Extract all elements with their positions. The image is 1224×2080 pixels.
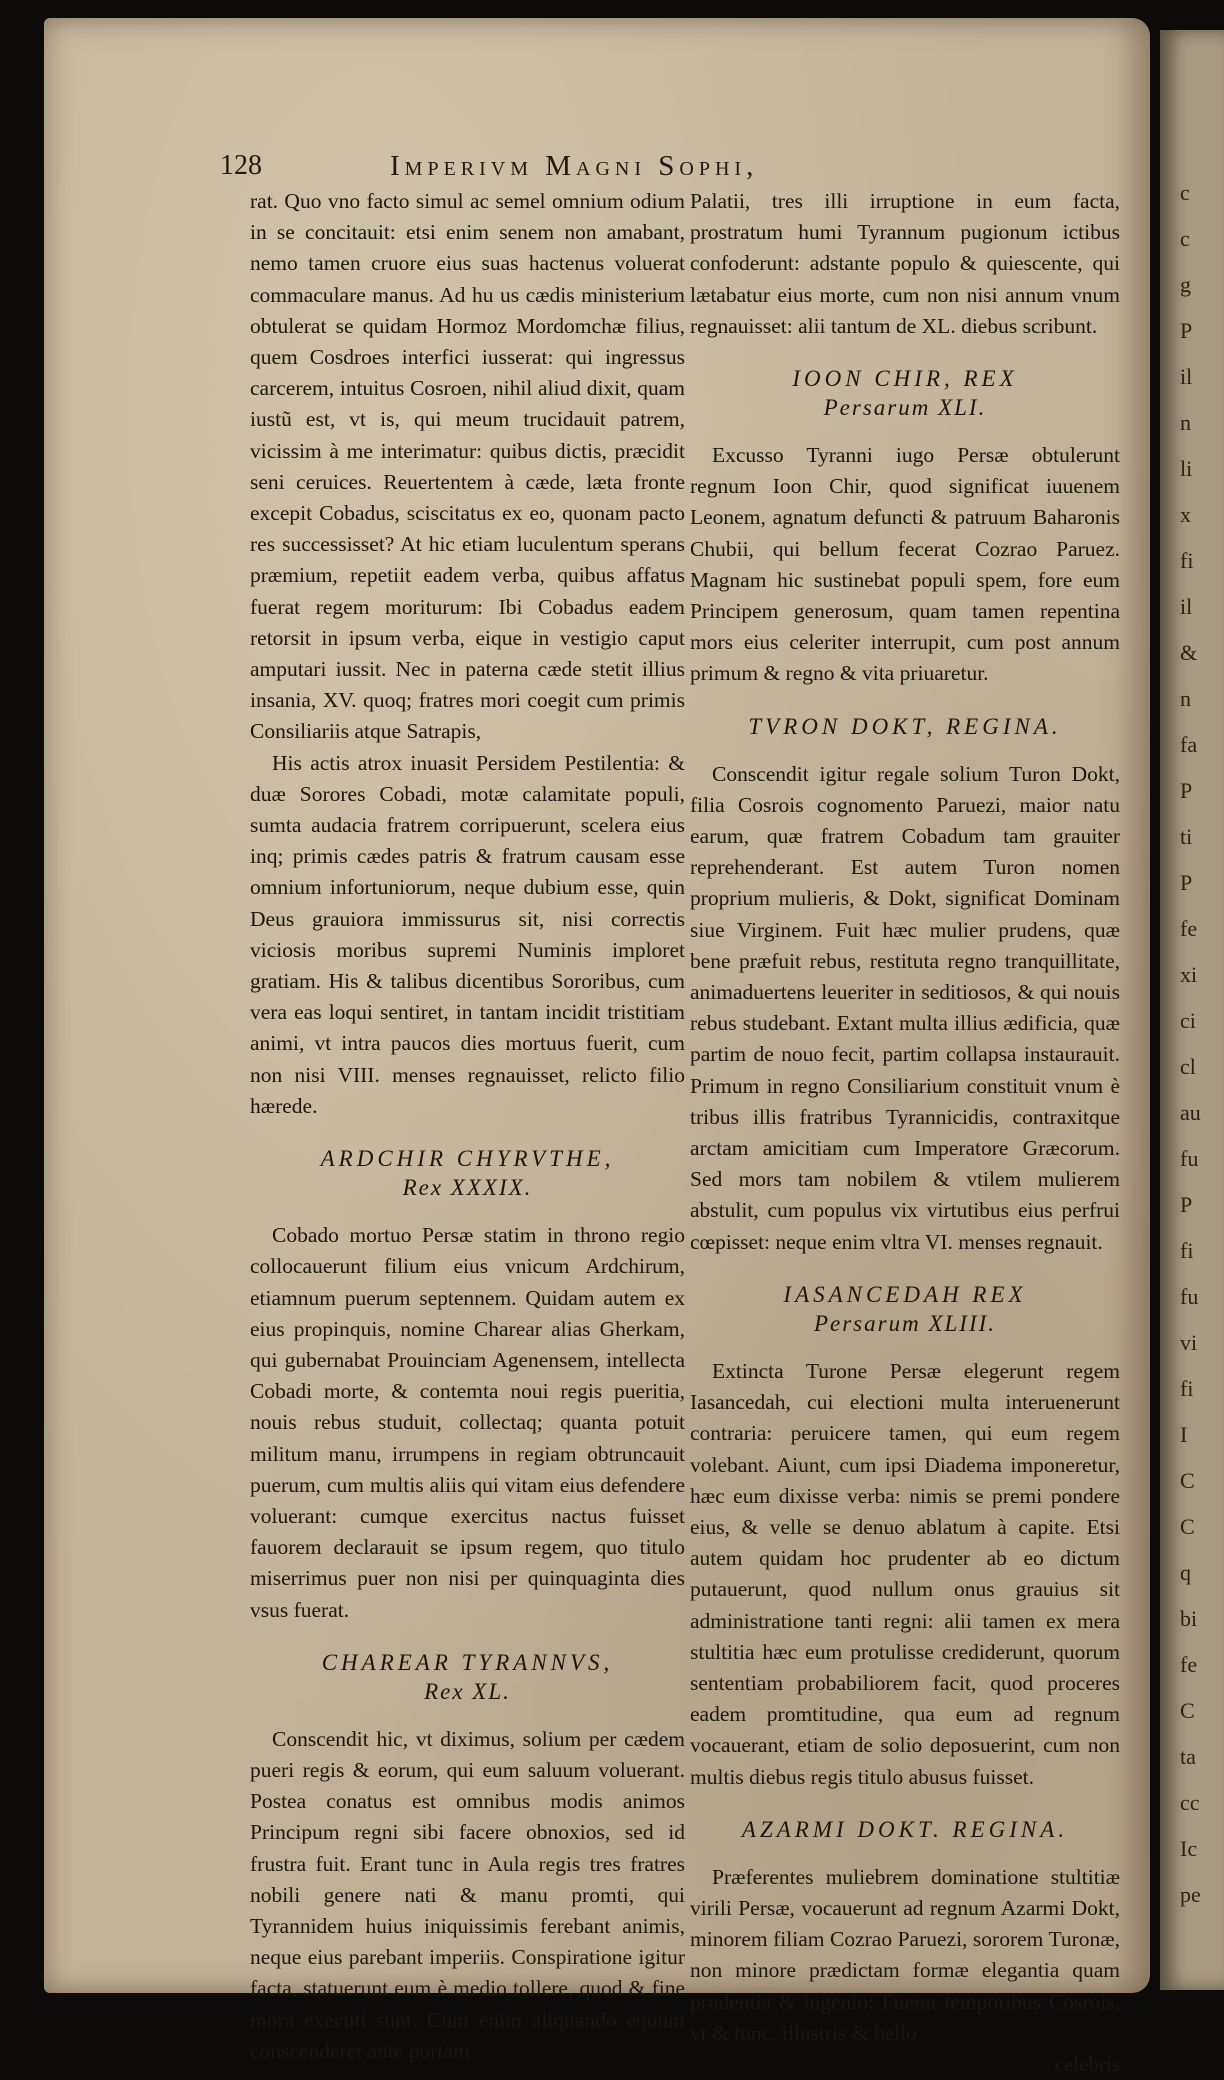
facing-page-fragment: fi: [1180, 548, 1194, 573]
facing-page-fragment: n: [1180, 410, 1191, 435]
facing-page-fragment: fi: [1180, 1376, 1194, 1401]
facing-page-fragment: &: [1180, 640, 1198, 665]
facing-page-fragment: ti: [1180, 824, 1193, 849]
facing-page-fragment: P: [1180, 318, 1193, 343]
facing-page-fragment: ta: [1180, 1744, 1196, 1769]
section-heading: [250, 1648, 685, 1706]
heading-name: IOON CHIR, REX: [792, 366, 1018, 392]
paragraph: His actis atrox inuasit Persidem Pestilentia: & duæ Sorores Cobadi, motæ calamitate populi, sumta audacia fratrem corripuerunt, scelera eius inq; primis cædes patris & fratrum causam esse omnium infortuniorum, neque dubium esse, quin Deus grauiora immissurus sit, nisi correctis viciosis moribus supremi Numinis imploret gratiam. His & talibus dicentibus Sororibus, cum vera eas loqui sentiret, in tantam incidit tristitiam animi, vt intra paucos dies mortuus fuerit, cum non nisi VIII. menses regnauisset, relicto filio hærede.: [250, 750, 685, 1118]
facing-page-fragment: fi: [1180, 1238, 1194, 1263]
facing-page-fragment: C: [1180, 1514, 1195, 1539]
paragraph: Palatii, tres illi irruptione in eum facta, prostratum humi Tyrannum pugionum ictibus confoderunt: adstante populo & quiescente, qui lætabatur eius morte, cum non nisi annum vnum regnauisset: alii tantum de XL. diebus scribunt.: [690, 189, 1120, 338]
facing-page-fragment: fa: [1180, 732, 1198, 757]
facing-page-fragment: vi: [1180, 1330, 1198, 1355]
facing-page-fragment: c: [1180, 226, 1190, 251]
facing-page-fragment: x: [1180, 502, 1191, 527]
facing-page-fragment: li: [1180, 456, 1193, 481]
facing-page-fragment: xi: [1180, 962, 1198, 987]
right-column: [690, 186, 1120, 2080]
facing-page-fragment: fe: [1180, 916, 1198, 941]
heading-name: AZARMI DOKT. REGINA.: [741, 1816, 1069, 1842]
facing-page-fragment: C: [1180, 1468, 1195, 1493]
paragraph: Cobado mortuo Persæ statim in throno regio collocauerunt filium eius vnicum Ardchirum, etiamnum puerum septennem. Quidam autem ex eius propinquis, nomine Charear alias Gherkam, qui gubernabat Prouinciam Agenensem, intellecta Cobadi morte, & contemta noui regis pueritia, nouis rebus studuit, collectaq; quanta potuit militum manu, irrumpens in regiam obtruncauit puerum, cum multis aliis qui vitam eius defendere voluerant: cumque exercitus nactus fuisset fauorem declarauit se ipsum regem, quo titulo miserrimus puer non nisi per quinquaginta dies vsus fuerat.: [250, 1223, 685, 1622]
heading-name: IASANCEDAH REX: [783, 1281, 1027, 1307]
catchword: celebris: [1054, 2051, 1120, 2076]
facing-page-fragment: pe: [1180, 1882, 1201, 1907]
facing-page-fragment: P: [1180, 870, 1193, 895]
facing-page-fragment: bi: [1180, 1606, 1198, 1631]
paragraph: rat. Quo vno facto simul ac semel omnium odium in se concitauit: etsi enim senem non amabant, nemo tamen cruore eius suas hactenus voluerat commaculare manus. Ad hu us cædis ministerium obtulerat se quidam Hormoz Mordomchæ filius, quem Cosdroes interfici iusserat: qui ingressus carcerem, intuitus Cosroen, nihil aliud dixit, quam iustũ est, vt is, qui meum trucidauit patrem, vicissim à me interimatur: quibus dictis, præcidit seni ceruices. Reuertentem à cæde, læta fronte excepit Cobadus, sciscitatus ex eo, quonam pacto res successisset? At hic etiam luculentum sperans præmium, repetiit eadem verba, quibus affatus fuerat regem moriturum: Ibi Cobadus eadem retorsit in ipsum verba, eique in vestigio caput amputari iussit. Nec in paterna cæde stetit illius insania, XV. quoq; fratres mori coegit cum primis Consiliariis atque Satrapis,: [250, 189, 685, 744]
facing-page-fragment: c: [1180, 180, 1190, 205]
paragraph: Præferentes muliebrem dominatione stultitiæ virili Persæ, vocauerunt ad regnum Azarmi Dokt, minorem filiam Cozrao Paruezi, sororem Turonæ, non minore prædictam formæ elegantia quam prudentia & ingenio: Fuerat temporibus Cosrois, vt & tunc, illustris & bello: [690, 1864, 1120, 2045]
facing-page-fragment: fe: [1180, 1652, 1198, 1677]
page-number: 128: [220, 150, 262, 181]
facing-page-fragment: C: [1180, 1698, 1195, 1723]
facing-page-fragment: fu: [1180, 1284, 1199, 1309]
facing-page-fragment: cl: [1180, 1054, 1196, 1079]
left-column: [250, 186, 685, 2067]
facing-page-fragment: Ic: [1180, 1836, 1198, 1861]
paragraph: Excusso Tyranni iugo Persæ obtulerunt regnum Ioon Chir, quod significat iuuenem Leonem, agnatum defuncti & patruum Baharonis Chubii, qui bellum fecerat Cozrao Paruez. Magnam hic sustinebat populi spem, fore eum Principem generosum, quam tamen repentina mors eius celeriter interrupit, cum post annum primum & regno & vita priuaretur.: [690, 443, 1120, 686]
facing-page-fragment: fu: [1180, 1146, 1199, 1171]
running-title: Imperivm Magni Sophi,: [390, 150, 759, 182]
paragraph: Conscendit igitur regale solium Turon Dokt, filia Cosrois cognomento Paruezi, maior natu earum, quæ fratrem Cobadum tam grauiter reprehenderant. Est autem Turon nomen proprium mulieris, & Dokt, significat Dominam siue Virginem. Fuit hæc mulier prudens, quæ bene præfuit rebus, restituta regno tranquillitate, animaduertens leueriter in seditiosos, & qui nouis rebus studebant. Extant multa illius ædificia, quæ partim de nouo fecit, partim collapsa instaurauit. Primum in regno Consiliarium constituit vnum è tribus illis fratribus Tyrannicidis, contraxitque arctam amicitiam cum Imperatore Græcorum. Sed mors tam nobilem & vtilem mulierem abstulit, cum populus vix virtutibus eius perfrui cœpisset: neque enim vltra VI. menses regnauit.: [690, 761, 1120, 1254]
facing-page-fragment: I: [1180, 1422, 1188, 1447]
facing-page-fragment: cc: [1180, 1790, 1200, 1815]
facing-page-fragment: P: [1180, 1192, 1193, 1217]
running-head: [220, 150, 1140, 190]
facing-page-fragment: ci: [1180, 1008, 1196, 1033]
heading-subtitle: Rex XXXIX.: [402, 1175, 533, 1201]
facing-page-fragment: P: [1180, 778, 1193, 803]
heading-name: CHAREAR TYRANNVS,: [321, 1649, 614, 1675]
facing-page-fragment: il: [1180, 364, 1193, 389]
paragraph: Conscendit hic, vt diximus, solium per cædem pueri regis & eorum, qui eum saluum voluerant. Postea conatus est omnibus modis animos Principum regni sibi facere obnoxios, sed id frustra fuit. Erant tunc in Aula regis tres fratres nobili genere nati & manu promti, qui Tyrannidem huius iniquissimis ferebant animis, neque eius parebant imperiis. Conspiratione igitur facta, statuerunt eum è medio tollere, quod & fine mora executi sunt. Cum enim aliquando equum conscenderet ante portam: [250, 1726, 685, 2063]
section-heading: [690, 364, 1120, 422]
facing-page-edge: [1160, 30, 1224, 1990]
heading-name: ARDCHIR CHYRVTHE,: [320, 1146, 615, 1172]
section-heading: [690, 712, 1120, 741]
heading-subtitle: Persarum XLI.: [823, 395, 987, 421]
section-heading: [690, 1815, 1120, 1844]
facing-page-fragment: n: [1180, 686, 1191, 711]
heading-name: TVRON DOKT, REGINA.: [748, 713, 1062, 739]
heading-subtitle: Rex XL.: [424, 1678, 511, 1704]
section-heading: [250, 1144, 685, 1202]
facing-page-fragment: q: [1180, 1560, 1191, 1585]
section-heading: [690, 1280, 1120, 1338]
facing-page-fragment: au: [1180, 1100, 1201, 1125]
facing-page-fragment: il: [1180, 594, 1193, 619]
paragraph: Extincta Turone Persæ elegerunt regem Iasancedah, cui electioni multa interuenerunt contraria: peruicere tamen, qui eum regem volebant. Aiunt, cum ipsi Diadema imponeretur, hæc eum dixisse verba: nimis se premi pondere eius, & velle se denuo ablatum à capite. Etsi autem quidam hoc prudenter ab eo dictum putauerunt, quod nullum onus grauius sit administratione tanti regni: alii tamen ex mera stultitia hæc eum protulisse crediderunt, quorum sententiam probabiliorem facit, quod proceres eadem promtitudine, qua eum ad regnum vocauerant, etiam de solio deposuerint, cum non multis diebus regis titulo abusus fuisset.: [690, 1358, 1120, 1789]
heading-subtitle: Persarum XLIII.: [813, 1310, 997, 1336]
facing-page-fragment: g: [1180, 272, 1191, 297]
